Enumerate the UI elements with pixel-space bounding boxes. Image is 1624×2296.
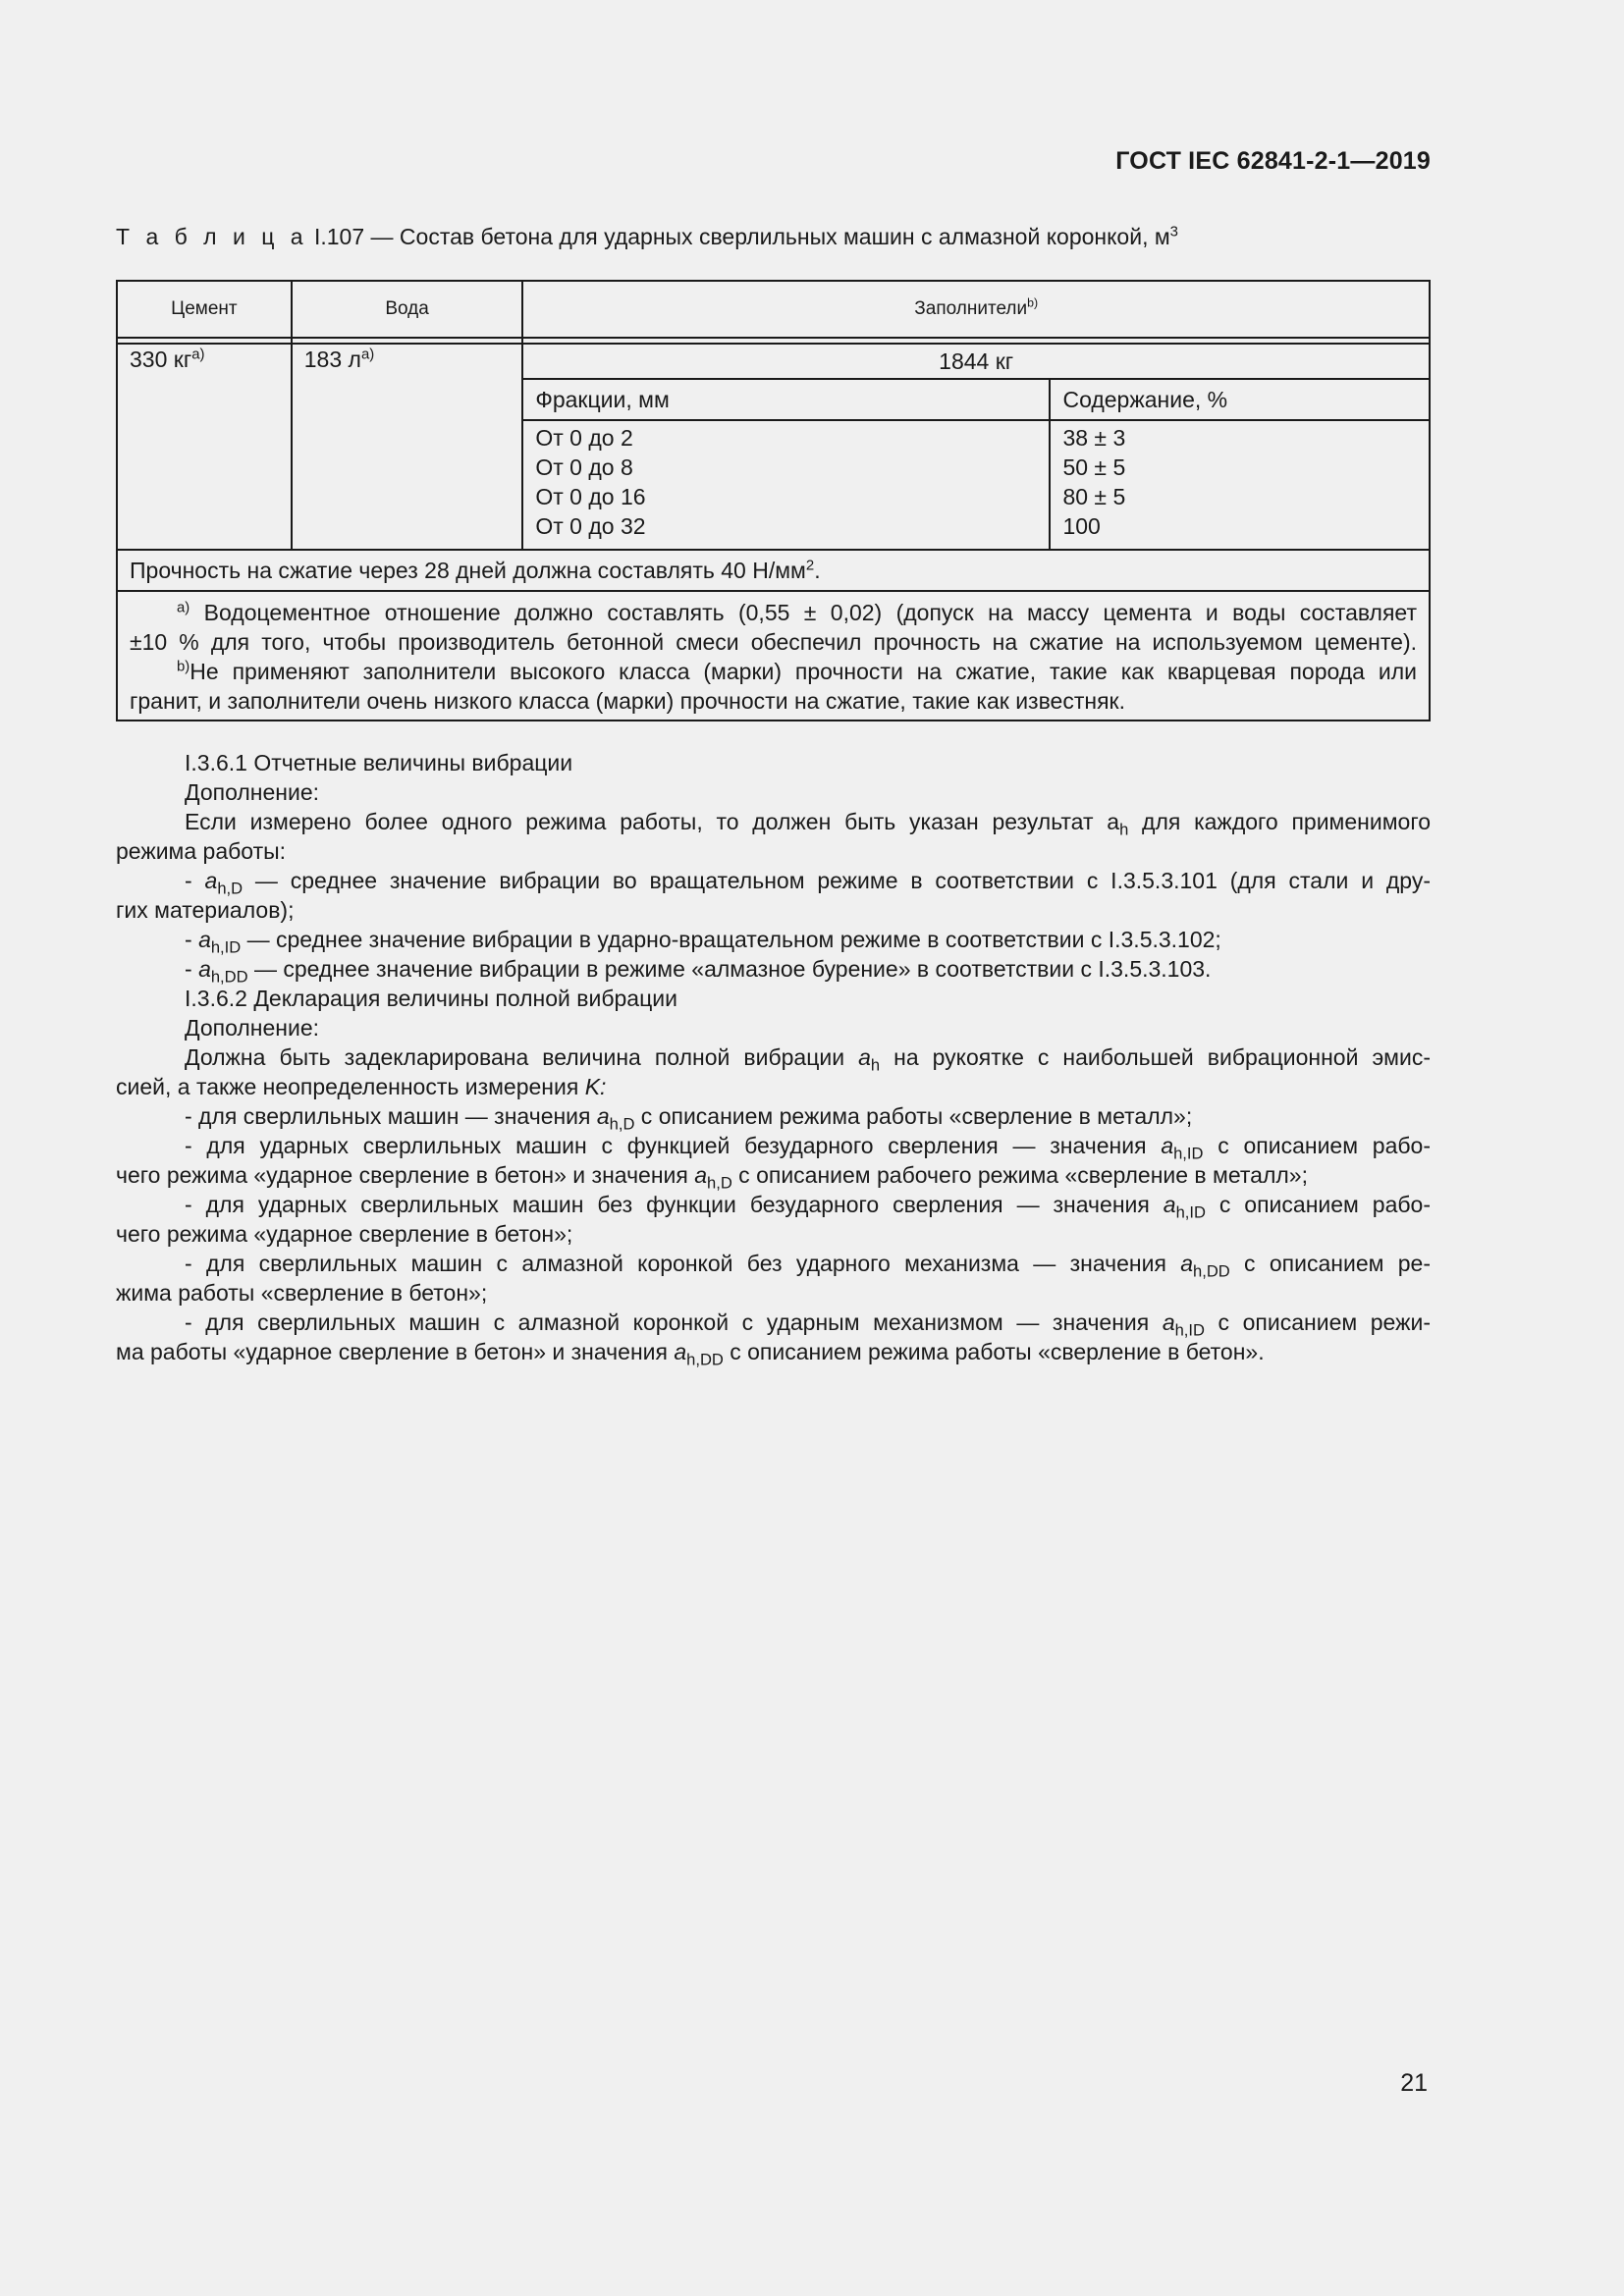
concrete-composition-table <box>116 280 1431 721</box>
section-1-bullet-3 <box>116 954 1431 987</box>
section-2-item-2-cont <box>116 1160 1431 1193</box>
s2-p1-var: a <box>858 1044 871 1070</box>
s2-i4-var: a <box>1180 1251 1194 1276</box>
s1-b1-sub: h,D <box>217 879 244 898</box>
page-number: 21 <box>1400 2069 1428 2097</box>
section-1-addition: Дополнение: <box>185 779 320 805</box>
note-b-line1: Не применяют заполнители высокого класса (марки) прочности на сжатие, такие как кварцевая порода или <box>189 659 1417 684</box>
fractions-cell <box>522 420 1050 550</box>
contents-cell <box>1050 420 1430 550</box>
content-item: 80 ± 5 <box>1062 484 1126 509</box>
section-2-paragraph-cont <box>116 1072 1431 1101</box>
s2-i5-c: ма работы «ударное сверление в бетон» и значения <box>116 1339 675 1364</box>
s1-b3-var: a <box>198 956 211 982</box>
s1-b3-pre: - <box>185 956 199 982</box>
s2-i2-c: чего режима «ударное сверление в бетон» и значения <box>116 1162 695 1188</box>
s1-b2-pre: - <box>185 927 199 952</box>
s2-i2-var: a <box>1161 1133 1174 1158</box>
table-header-row <box>117 281 1430 338</box>
fraction-item: От 0 до 8 <box>535 454 633 480</box>
note-a <box>130 598 1417 627</box>
cell-water-value <box>292 344 523 550</box>
content-item: 50 ± 5 <box>1062 454 1126 480</box>
cement-sup: a) <box>191 346 205 363</box>
s2-i3-b: с описанием рабо- <box>1205 1192 1431 1217</box>
s1-b2-var: a <box>198 927 211 952</box>
strength-row <box>117 550 1430 591</box>
strength-text: Прочность на сжатие через 28 дней должна составлять 40 Н/мм <box>130 558 806 583</box>
s1-b1-pre: - <box>185 868 205 893</box>
table-notes <box>117 591 1430 721</box>
caption-number: I.107 <box>313 224 365 249</box>
s1-p1-a: Если измерено более одного режима работы, то должен быть указан результат a <box>185 809 1120 834</box>
s2-i5-d: с описанием режима работы «сверление в бетон». <box>723 1339 1265 1364</box>
strength-end: . <box>814 558 821 583</box>
section-1-title: I.3.6.1 Отчетные величины вибрации <box>185 750 573 775</box>
section-2-item-5-cont <box>116 1337 1431 1369</box>
fraction-item: От 0 до 32 <box>535 513 646 539</box>
section-1-paragraph-cont: режима работы: <box>116 838 287 864</box>
content-item: 38 ± 3 <box>1062 425 1126 451</box>
caption-sup: 3 <box>1169 223 1178 240</box>
section-2-item-1 <box>116 1101 1431 1134</box>
note-b-cont: гранит, и заполнители очень низкого класса (марки) прочности на сжатие, такие как известняк. <box>130 688 1125 714</box>
water-sup: a) <box>360 346 375 363</box>
note-a-line1: Водоцементное отношение должно составлять (0,55 ± 0,02) (допуск на массу цемента и воды составляет <box>189 600 1417 625</box>
s2-p1-a: Должна быть задекларирована величина полной вибрации <box>185 1044 859 1070</box>
section-2-item-5 <box>116 1308 1431 1340</box>
section-2-paragraph <box>116 1042 1432 1075</box>
section-2-addition: Дополнение: <box>185 1015 320 1041</box>
s2-i5-a: - для сверлильных машин с алмазной коронкой с ударным механизмом — значения <box>185 1309 1163 1335</box>
water-value: 183 л <box>303 347 361 372</box>
section-2-title: I.3.6.2 Декларация величины полной вибрации <box>185 986 677 1011</box>
subheader-content: Содержание, % <box>1050 379 1430 420</box>
section-2-item-3-cont: чего режима «ударное сверление в бетон»; <box>116 1221 573 1247</box>
fillers-total: 1844 кг <box>522 344 1430 379</box>
s1-p1-b: для каждого применимого <box>1128 809 1431 834</box>
s2-i5-var2: a <box>674 1339 687 1364</box>
section-1-bullet-2 <box>116 925 1431 957</box>
s1-b3-sub: h,DD <box>210 967 248 987</box>
note-b-marker: b) <box>177 658 190 675</box>
s2-i5-b: с описанием режи- <box>1204 1309 1431 1335</box>
content-item: 100 <box>1062 513 1101 539</box>
table-row <box>117 344 1430 379</box>
s2-i3-sub: h,ID <box>1175 1202 1206 1222</box>
s2-i5-sub2: h,DD <box>686 1350 724 1369</box>
section-2-item-4 <box>116 1249 1431 1281</box>
s2-p1-c: сией, а также неопределенность измерения <box>116 1074 585 1099</box>
header-water: Вода <box>292 281 523 338</box>
s2-p1-b: на рукоятке с наибольшей вибрационной эмис- <box>880 1044 1432 1070</box>
section-1-bullet-1 <box>116 866 1431 898</box>
note-b <box>130 657 1417 686</box>
s2-p1-k: K: <box>584 1074 607 1099</box>
s1-b2-sub: h,ID <box>210 937 242 957</box>
table-caption <box>116 224 1432 250</box>
header-cement: Цемент <box>117 281 292 338</box>
s1-b2-text: — среднее значение вибрации в ударно-вращательном режиме в соответствии с I.3.5.3.102; <box>241 927 1221 952</box>
header-fillers <box>522 281 1430 338</box>
s2-p1-sub: h <box>870 1055 881 1075</box>
table-notes-row <box>117 591 1430 721</box>
s2-i2-sub: h,ID <box>1173 1144 1204 1163</box>
caption-label: Т а б л и ц а <box>116 224 308 249</box>
section-1-paragraph <box>116 807 1431 839</box>
s2-i1-var: a <box>596 1103 610 1129</box>
s2-i1-b: с описанием режима работы «сверление в металл»; <box>634 1103 1193 1129</box>
section-2-item-4-cont: жима работы «сверление в бетон»; <box>116 1280 488 1306</box>
s1-b1-a: — среднее значение вибрации во вращательном режиме в соответствии с I.3.5.3.101 (для стали и дру- <box>243 868 1431 893</box>
cell-cement-value <box>117 344 292 550</box>
s2-i3-var: a <box>1163 1192 1176 1217</box>
s2-i4-a: - для сверлильных машин с алмазной коронкой без ударного механизма — значения <box>185 1251 1181 1276</box>
s2-i2-d: с описанием рабочего режима «сверление в металл»; <box>731 1162 1308 1188</box>
fraction-item: От 0 до 2 <box>535 425 633 451</box>
s2-i3-a: - для ударных сверлильных машин без функции безударного сверления — значения <box>185 1192 1164 1217</box>
s1-b3-text: — среднее значение вибрации в режиме «алмазное бурение» в соответствии с I.3.5.3.103. <box>247 956 1212 982</box>
s2-i5-var: a <box>1162 1309 1175 1335</box>
fraction-item: От 0 до 16 <box>535 484 646 509</box>
note-a-marker: a) <box>177 599 190 616</box>
strength-sup: 2 <box>805 557 815 574</box>
body-text <box>116 748 1432 1369</box>
cement-value: 330 кг <box>130 347 192 372</box>
subheader-fractions: Фракции, мм <box>522 379 1050 420</box>
s2-i1-sub: h,D <box>609 1114 635 1134</box>
section-2-item-2 <box>116 1131 1431 1163</box>
s2-i4-b: с описанием ре- <box>1229 1251 1431 1276</box>
header-fillers-label: Заполнители <box>914 298 1028 319</box>
section-2-item-3 <box>116 1190 1431 1222</box>
section-1-bullet-1-cont: гих материалов); <box>116 897 295 923</box>
s2-i2-var2: a <box>694 1162 708 1188</box>
s2-i2-b: с описанием рабо- <box>1203 1133 1431 1158</box>
s1-p1-sub: h <box>1119 820 1129 839</box>
strength-cell <box>117 550 1430 591</box>
caption-text: — Состав бетона для ударных сверлильных машин с алмазной коронкой, м <box>364 224 1170 249</box>
s2-i4-sub: h,DD <box>1193 1261 1230 1281</box>
s1-b1-var: a <box>204 868 218 893</box>
s2-i2-a: - для ударных сверлильных машин с функцией безударного сверления — значения <box>185 1133 1162 1158</box>
s2-i5-sub: h,ID <box>1174 1320 1205 1340</box>
s2-i2-sub2: h,D <box>707 1173 732 1193</box>
standard-code: ГОСТ IEC 62841-2-1—2019 <box>1115 147 1431 175</box>
header-fillers-sup: b) <box>1027 295 1039 310</box>
s2-i1-a: - для сверлильных машин — значения <box>185 1103 597 1129</box>
note-a-cont: ±10 % для того, чтобы производитель бетонной смеси обеспечил прочность на сжатие на используемом цементе). <box>130 629 1417 655</box>
